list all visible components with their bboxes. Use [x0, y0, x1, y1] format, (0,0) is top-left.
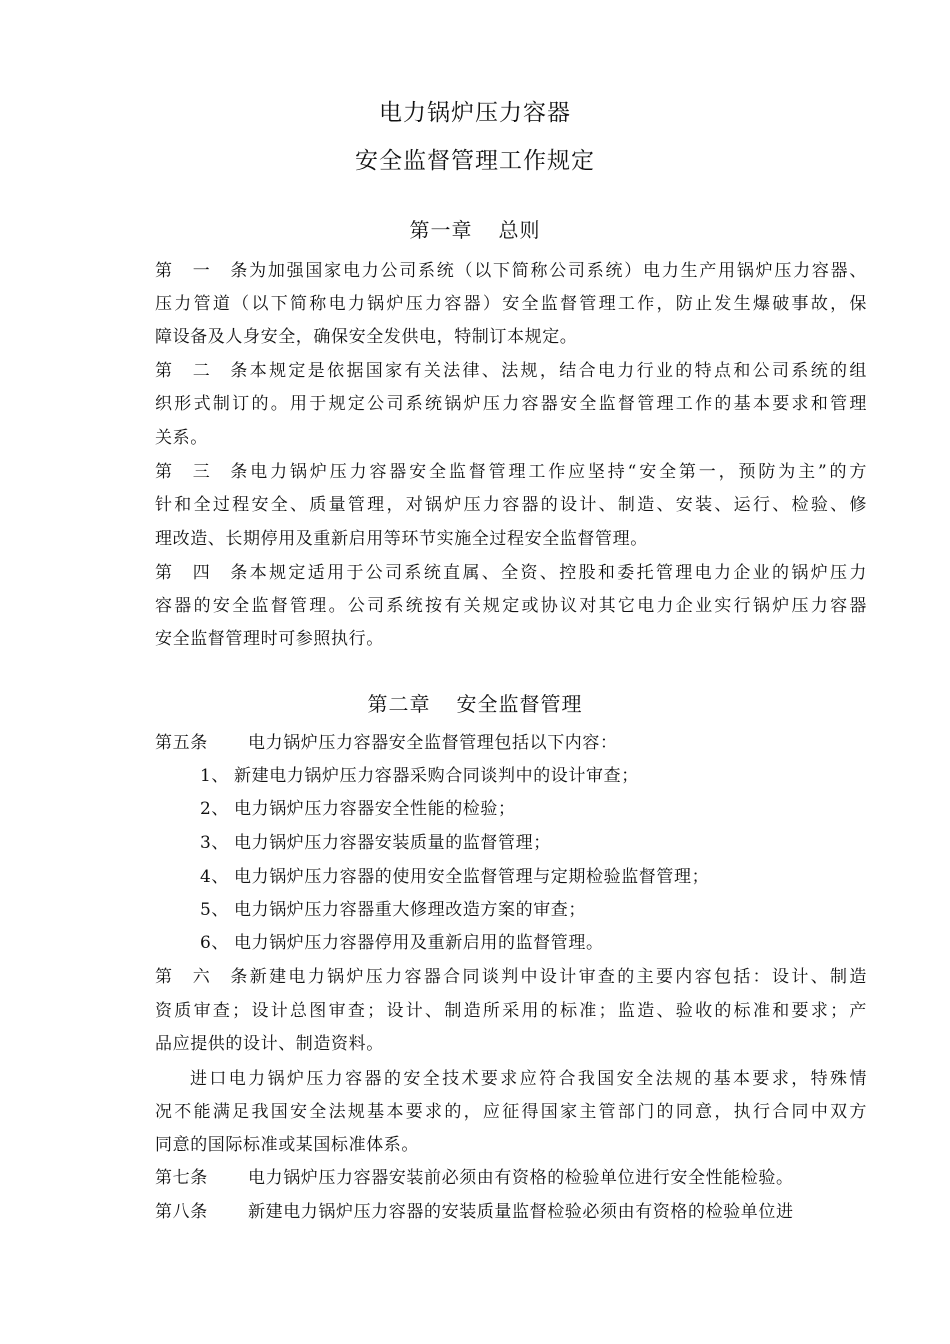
- article-1-line-1: [155, 260, 867, 282]
- article-8-line-1: [155, 1201, 867, 1223]
- article-7-line-1: [155, 1167, 867, 1189]
- article-text: 电力锅炉压力容器安装前必须由有资格的检验单位进行安全性能检验。: [248, 1168, 794, 1188]
- article-label: 第三条: [155, 462, 248, 482]
- list-item: [200, 832, 551, 854]
- list-item-number: 4、: [200, 867, 230, 887]
- article-6-line-2: 资质审查；设计总图审查；设计、制造所采用的标准；监造、验收的标准和要求；产: [155, 1001, 867, 1021]
- chapter-1-heading: [0, 214, 950, 243]
- article-label: 第七条: [155, 1168, 208, 1188]
- article-4-line-1: [155, 562, 867, 584]
- chapter-number: 第二章: [367, 692, 431, 716]
- list-item: [200, 932, 604, 954]
- article-text: 电力锅炉压力容器安全监督管理包括以下内容：: [248, 733, 618, 753]
- article-6-para-2-line-1: 进口电力锅炉压力容器的安全技术要求应符合我国安全法规的基本要求，特殊情: [190, 1069, 867, 1089]
- list-item: [200, 765, 639, 787]
- list-item: [200, 899, 586, 921]
- article-label: 第四条: [155, 563, 248, 583]
- list-item-text: 电力锅炉压力容器安全性能的检验；: [234, 799, 516, 819]
- article-text: 新建电力锅炉压力容器的安装质量监督检验必须由有资格的检验单位进: [248, 1202, 794, 1222]
- chapter-name: 总则: [498, 218, 541, 242]
- document-title-line-2: 安全监督管理工作规定: [355, 148, 595, 174]
- list-item-number: 5、: [200, 900, 230, 920]
- article-text: 新建电力锅炉压力容器合同谈判中设计审查的主要内容包括：设计、制造: [248, 967, 867, 987]
- article-6-para-2-line-3: 同意的国际标准或某国标准体系。: [155, 1135, 419, 1155]
- article-label: 第一条: [155, 261, 248, 281]
- list-item-text: 电力锅炉压力容器安装质量的监督管理；: [234, 833, 551, 853]
- document-title-line-1: 电力锅炉压力容器: [379, 100, 571, 126]
- article-1-line-2: 压力管道（以下简称电力锅炉压力容器）安全监督管理工作，防止发生爆破事故，保: [155, 294, 867, 314]
- list-item-number: 3、: [200, 833, 230, 853]
- article-label: 第五条: [155, 733, 208, 753]
- article-2-line-1: [155, 360, 867, 382]
- chapter-2-heading: [0, 688, 950, 717]
- list-item-number: 6、: [200, 933, 230, 953]
- article-text: 本规定适用于公司系统直属、全资、控股和委托管理电力企业的锅炉压力: [248, 563, 867, 583]
- article-2-line-2: 织形式制订的。用于规定公司系统锅炉压力容器安全监督管理工作的基本要求和管理: [155, 394, 867, 414]
- list-item-text: 电力锅炉压力容器重大修理改造方案的审查；: [234, 900, 586, 920]
- article-4-line-2: 容器的安全监督管理。公司系统按有关规定或协议对其它电力企业实行锅炉压力容器: [155, 596, 867, 616]
- article-3-line-1: [155, 461, 867, 483]
- article-3-line-3: 理改造、长期停用及重新启用等环节实施全过程安全监督管理。: [155, 529, 648, 549]
- article-2-line-3: 关系。: [155, 428, 208, 448]
- list-item-number: 2、: [200, 799, 230, 819]
- article-6-line-3: 品应提供的设计、制造资料。: [155, 1034, 384, 1054]
- article-6-line-1: [155, 966, 867, 988]
- article-3-line-2: 针和全过程安全、质量管理，对锅炉压力容器的设计、制造、安装、运行、检验、修: [155, 495, 867, 515]
- article-6-para-2-line-2: 况不能满足我国安全法规基本要求的，应征得国家主管部门的同意，执行合同中双方: [155, 1102, 867, 1122]
- chapter-number: 第一章: [409, 218, 473, 242]
- article-label: 第二条: [155, 361, 248, 381]
- list-item: [200, 798, 516, 820]
- article-text: 为加强国家电力公司系统（以下简称公司系统）电力生产用锅炉压力容器、: [248, 261, 867, 281]
- article-1-line-3: 障设备及人身安全，确保安全发供电，特制订本规定。: [155, 327, 578, 347]
- article-label: 第八条: [155, 1202, 208, 1222]
- article-text: 电力锅炉压力容器安全监督管理工作应坚持“安全第一，预防为主”的方: [248, 462, 867, 482]
- list-item-text: 新建电力锅炉压力容器采购合同谈判中的设计审查；: [234, 766, 639, 786]
- chapter-name: 安全监督管理: [456, 692, 583, 716]
- article-text: 本规定是依据国家有关法律、法规，结合电力行业的特点和公司系统的组: [248, 361, 867, 381]
- list-item-text: 电力锅炉压力容器停用及重新启用的监督管理。: [234, 933, 604, 953]
- list-item-number: 1、: [200, 766, 230, 786]
- list-item: [200, 866, 709, 888]
- article-4-line-3: 安全监督管理时可参照执行。: [155, 629, 384, 649]
- list-item-text: 电力锅炉压力容器的使用安全监督管理与定期检验监督管理；: [234, 867, 710, 887]
- article-label: 第六条: [155, 967, 248, 987]
- article-5-line-1: [155, 732, 867, 754]
